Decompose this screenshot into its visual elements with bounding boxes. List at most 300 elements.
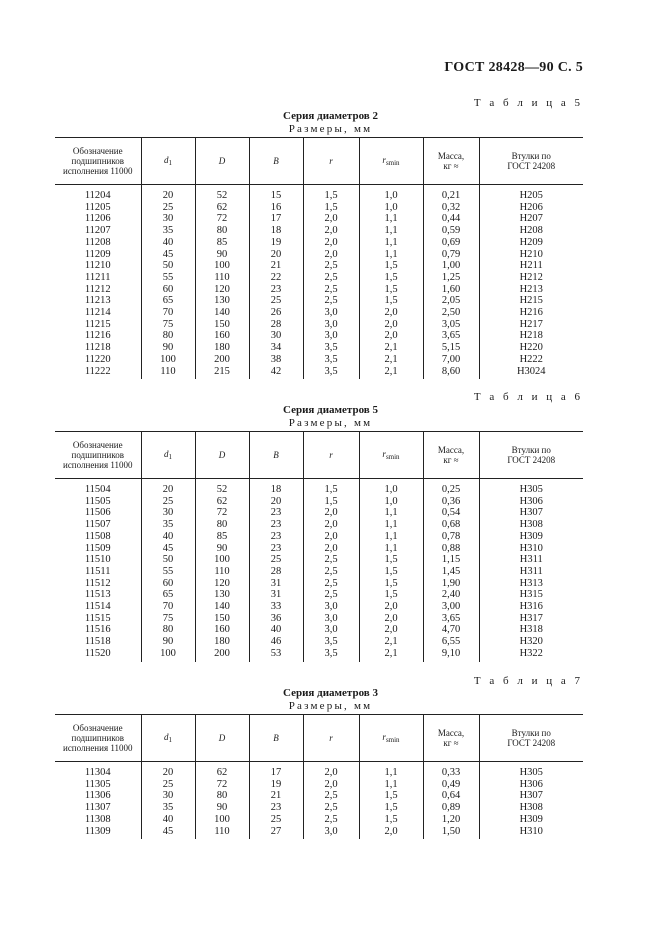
cell-designation: 11509 [84,542,111,554]
cell-r: 2,5 [303,566,359,578]
cell-D: 200 [195,354,249,366]
cell-mass: 0,36 [423,496,479,508]
cell-r: 2,0 [303,249,359,261]
table-row [55,319,583,331]
cell-r: 3,5 [303,354,359,366]
column-header-sleeves: Втулки по ГОСТ 24208 [479,138,583,185]
cell-r: 3,0 [303,613,359,625]
cell-rsmin: 1,1 [359,519,423,531]
cell-D: 90 [195,802,249,814]
cell-sleeves: Н207 [479,213,583,225]
cell-B: 17 [249,762,303,779]
cell-r: 3,5 [303,342,359,354]
cell-d1: 80 [141,330,195,342]
cell-d1: 20 [141,479,195,496]
cell-mass: 1,50 [423,826,479,840]
cell-r: 3,0 [303,601,359,613]
cell-D: 180 [195,342,249,354]
cell-D: 110 [195,566,249,578]
table-row [55,519,583,531]
table-5-series-title: Серия диаметров 2 [283,110,378,122]
column-header-d1: $d_1$ [141,138,195,185]
cell-B: 17 [249,213,303,225]
cell-rsmin: 1,1 [359,213,423,225]
cell-B: 23 [249,802,303,814]
cell-mass: 0,54 [423,507,479,519]
cell-d1: 90 [141,636,195,648]
cell-designation: 11511 [85,565,111,577]
column-header-r: r [303,715,359,762]
table-row [55,578,583,590]
cell-sleeves: Н309 [479,531,583,543]
cell-d1: 20 [141,762,195,779]
cell-D: 120 [195,284,249,296]
cell-D: 110 [195,826,249,840]
cell-designation: 11504 [84,484,111,495]
cell-mass: 3,05 [423,319,479,331]
cell-D: 120 [195,578,249,590]
cell-sleeves: Н305 [479,479,583,496]
cell-sleeves: Н310 [479,826,583,840]
table-row [55,624,583,636]
cell-D: 72 [195,779,249,791]
cell-D: 85 [195,237,249,249]
cell-d1: 100 [141,354,195,366]
cell-D: 80 [195,519,249,531]
cell-r: 1,5 [303,185,359,202]
cell-B: 25 [249,814,303,826]
table-row [55,613,583,625]
cell-mass: 0,44 [423,213,479,225]
cell-rsmin: 1,5 [359,566,423,578]
cell-B: 25 [249,554,303,566]
cell-d1: 35 [141,519,195,531]
cell-mass: 0,89 [423,802,479,814]
cell-r: 2,0 [303,507,359,519]
cell-D: 62 [195,762,249,779]
cell-rsmin: 1,1 [359,237,423,249]
cell-sleeves: Н210 [479,249,583,261]
table-row [55,543,583,555]
cell-rsmin: 1,1 [359,779,423,791]
cell-designation: 11212 [84,283,111,295]
table-row [55,284,583,296]
cell-r: 3,0 [303,330,359,342]
cell-designation: 11305 [84,778,111,790]
cell-rsmin: 1,5 [359,272,423,284]
cell-designation: 11510 [84,554,111,566]
cell-B: 28 [249,319,303,331]
cell-B: 36 [249,613,303,625]
table-row [55,249,583,261]
cell-d1: 60 [141,578,195,590]
cell-d1: 70 [141,601,195,613]
cell-r: 2,5 [303,554,359,566]
cell-D: 62 [195,496,249,508]
cell-rsmin: 1,0 [359,185,423,202]
cell-designation: 11512 [84,577,111,589]
cell-r: 3,0 [303,319,359,331]
cell-D: 100 [195,260,249,272]
cell-sleeves: Н315 [479,589,583,601]
cell-d1: 40 [141,531,195,543]
cell-designation: 11520 [84,647,111,659]
cell-mass: 1,60 [423,284,479,296]
cell-B: 16 [249,202,303,214]
cell-rsmin: 1,5 [359,295,423,307]
cell-B: 53 [249,648,303,662]
cell-designation: 11308 [84,813,111,825]
cell-mass: 2,50 [423,307,479,319]
table-row [55,636,583,648]
cell-B: 38 [249,354,303,366]
cell-sleeves: Н213 [479,284,583,296]
table-6-series-title: Серия диаметров 5 [283,404,378,416]
cell-D: 215 [195,366,249,380]
column-header-sleeves: Втулки по ГОСТ 24208 [479,715,583,762]
column-header-D: D [195,432,249,479]
cell-B: 40 [249,624,303,636]
cell-mass: 7,00 [423,354,479,366]
cell-B: 19 [249,237,303,249]
cell-sleeves: Н208 [479,225,583,237]
cell-D: 140 [195,307,249,319]
cell-B: 31 [249,578,303,590]
cell-designation: 11506 [84,507,111,519]
cell-B: 25 [249,295,303,307]
cell-mass: 0,33 [423,762,479,779]
table-row [55,213,583,225]
cell-D: 140 [195,601,249,613]
cell-rsmin: 1,5 [359,284,423,296]
cell-rsmin: 1,1 [359,507,423,519]
cell-designation: 11508 [84,530,111,542]
cell-D: 100 [195,814,249,826]
cell-rsmin: 2,0 [359,319,423,331]
column-header-sleeves: Втулки по ГОСТ 24208 [479,432,583,479]
table-row [55,601,583,613]
cell-sleeves: Н3024 [479,366,583,380]
cell-rsmin: 1,5 [359,790,423,802]
cell-designation: 11518 [84,636,111,648]
cell-designation: 11307 [84,802,111,814]
cell-rsmin: 1,5 [359,814,423,826]
cell-D: 90 [195,543,249,555]
cell-mass: 3,65 [423,330,479,342]
page-header: ГОСТ 28428—90 С. 5 [444,60,583,75]
cell-sleeves: Н317 [479,613,583,625]
cell-designation: 11507 [84,519,111,531]
cell-d1: 30 [141,213,195,225]
column-header-r: r [303,138,359,185]
cell-sleeves: Н205 [479,185,583,202]
cell-r: 2,0 [303,543,359,555]
cell-mass: 3,00 [423,601,479,613]
table-row [55,802,583,814]
cell-rsmin: 1,1 [359,762,423,779]
cell-D: 130 [195,295,249,307]
cell-d1: 45 [141,826,195,840]
cell-r: 2,0 [303,225,359,237]
table-row [55,496,583,508]
table-row [55,330,583,342]
cell-designation: 11213 [84,295,111,307]
cell-D: 85 [195,531,249,543]
cell-sleeves: Н209 [479,237,583,249]
cell-d1: 20 [141,185,195,202]
cell-d1: 55 [141,566,195,578]
cell-d1: 50 [141,260,195,272]
cell-r: 3,5 [303,648,359,662]
table-row [55,648,583,662]
cell-B: 18 [249,479,303,496]
cell-rsmin: 2,0 [359,826,423,840]
cell-designation: 11216 [84,330,111,342]
cell-rsmin: 1,5 [359,260,423,272]
cell-mass: 0,88 [423,543,479,555]
table-row [55,566,583,578]
cell-D: 72 [195,213,249,225]
cell-sleeves: Н308 [479,802,583,814]
cell-designation: 11204 [84,190,111,201]
cell-rsmin: 2,1 [359,342,423,354]
cell-sleeves: Н218 [479,330,583,342]
cell-rsmin: 2,1 [359,354,423,366]
table-7-dims-caption: Размеры, мм [288,700,373,712]
cell-sleeves: Н311 [479,566,583,578]
cell-r: 2,5 [303,284,359,296]
cell-designation: 11207 [84,225,111,237]
column-header-mass: Масса, кг ≈ [423,715,479,762]
cell-rsmin: 1,5 [359,578,423,590]
table-row [55,762,583,779]
cell-rsmin: 2,0 [359,601,423,613]
cell-sleeves: Н313 [479,578,583,590]
cell-D: 160 [195,330,249,342]
cell-sleeves: Н206 [479,202,583,214]
cell-mass: 0,25 [423,479,479,496]
cell-designation: 11306 [84,790,111,802]
cell-designation: 11220 [84,353,111,365]
cell-B: 23 [249,507,303,519]
cell-mass: 0,49 [423,779,479,791]
cell-B: 42 [249,366,303,380]
cell-rsmin: 1,0 [359,479,423,496]
column-header-rsmin: $r_{smin}$ [359,432,423,479]
cell-d1: 40 [141,237,195,249]
cell-B: 20 [249,496,303,508]
table-row [55,790,583,802]
cell-d1: 90 [141,342,195,354]
table-row [55,202,583,214]
cell-rsmin: 1,1 [359,543,423,555]
column-header-designation: Обозначение подшипников исполнения 11000 [55,432,141,479]
table-7-series-title: Серия диаметров 3 [283,687,378,699]
cell-rsmin: 1,1 [359,531,423,543]
cell-r: 2,5 [303,578,359,590]
table-row [55,307,583,319]
column-header-B: B [249,138,303,185]
cell-B: 19 [249,779,303,791]
cell-r: 2,5 [303,814,359,826]
cell-D: 62 [195,202,249,214]
cell-B: 21 [249,260,303,272]
cell-d1: 35 [141,802,195,814]
cell-sleeves: Н308 [479,519,583,531]
table-row [55,342,583,354]
cell-rsmin: 2,0 [359,624,423,636]
column-header-mass: Масса, кг ≈ [423,432,479,479]
cell-sleeves: Н306 [479,779,583,791]
cell-mass: 1,90 [423,578,479,590]
cell-sleeves: Н311 [479,554,583,566]
cell-mass: 0,68 [423,519,479,531]
cell-mass: 2,05 [423,295,479,307]
cell-D: 110 [195,272,249,284]
cell-sleeves: Н216 [479,307,583,319]
cell-d1: 45 [141,249,195,261]
cell-r: 3,0 [303,624,359,636]
cell-B: 33 [249,601,303,613]
cell-sleeves: Н305 [479,762,583,779]
table-7 [55,714,583,839]
cell-B: 28 [249,566,303,578]
cell-d1: 55 [141,272,195,284]
cell-mass: 1,00 [423,260,479,272]
cell-mass: 1,15 [423,554,479,566]
cell-sleeves: Н316 [479,601,583,613]
table-7-label: Т а б л и ц а 7 [473,675,583,687]
cell-mass: 0,69 [423,237,479,249]
table-row [55,366,583,380]
cell-d1: 30 [141,790,195,802]
cell-r: 2,0 [303,213,359,225]
column-header-designation: Обозначение подшипников исполнения 11000 [55,715,141,762]
column-header-mass: Масса, кг ≈ [423,138,479,185]
column-header-B: B [249,432,303,479]
cell-sleeves: Н320 [479,636,583,648]
table-5-dims-caption: Размеры, мм [288,123,373,135]
cell-r: 1,5 [303,479,359,496]
cell-D: 150 [195,613,249,625]
cell-D: 80 [195,790,249,802]
cell-rsmin: 1,5 [359,554,423,566]
cell-sleeves: Н309 [479,814,583,826]
column-header-D: D [195,138,249,185]
cell-r: 2,0 [303,531,359,543]
cell-designation: 11513 [84,589,111,601]
cell-r: 2,5 [303,589,359,601]
cell-mass: 1,20 [423,814,479,826]
cell-mass: 0,64 [423,790,479,802]
cell-r: 3,0 [303,307,359,319]
cell-r: 2,5 [303,295,359,307]
cell-D: 80 [195,225,249,237]
column-header-rsmin: $r_{smin}$ [359,138,423,185]
cell-sleeves: Н211 [479,260,583,272]
cell-d1: 25 [141,496,195,508]
column-header-rsmin: $r_{smin}$ [359,715,423,762]
cell-D: 52 [195,185,249,202]
cell-d1: 30 [141,507,195,519]
cell-r: 2,5 [303,790,359,802]
cell-B: 34 [249,342,303,354]
cell-d1: 70 [141,307,195,319]
cell-designation: 11214 [84,307,111,319]
cell-r: 2,5 [303,802,359,814]
cell-B: 15 [249,185,303,202]
column-header-D: D [195,715,249,762]
table-row [55,589,583,601]
cell-r: 2,5 [303,272,359,284]
cell-rsmin: 2,1 [359,366,423,380]
cell-D: 180 [195,636,249,648]
table-6 [55,431,583,662]
table-row [55,185,583,202]
cell-mass: 6,55 [423,636,479,648]
table-row [55,295,583,307]
cell-rsmin: 2,0 [359,613,423,625]
cell-r: 2,0 [303,237,359,249]
column-header-B: B [249,715,303,762]
cell-d1: 25 [141,779,195,791]
cell-sleeves: Н212 [479,272,583,284]
cell-mass: 4,70 [423,624,479,636]
cell-r: 2,0 [303,519,359,531]
cell-designation: 11205 [84,201,111,213]
table-5-label: Т а б л и ц а 5 [473,97,583,109]
cell-designation: 11210 [84,260,111,272]
table-6-label: Т а б л и ц а 6 [473,391,583,403]
cell-rsmin: 1,1 [359,225,423,237]
cell-rsmin: 2,0 [359,330,423,342]
cell-B: 22 [249,272,303,284]
cell-D: 160 [195,624,249,636]
cell-B: 30 [249,330,303,342]
cell-d1: 65 [141,589,195,601]
cell-B: 26 [249,307,303,319]
table-row [55,225,583,237]
cell-sleeves: Н220 [479,342,583,354]
cell-d1: 75 [141,613,195,625]
cell-designation: 11515 [84,612,111,624]
cell-sleeves: Н215 [479,295,583,307]
cell-r: 1,5 [303,496,359,508]
table-row [55,479,583,496]
cell-mass: 0,21 [423,185,479,202]
cell-d1: 45 [141,543,195,555]
table-row [55,237,583,249]
cell-B: 20 [249,249,303,261]
cell-B: 21 [249,790,303,802]
cell-designation: 11514 [84,601,111,613]
cell-mass: 1,45 [423,566,479,578]
cell-D: 90 [195,249,249,261]
cell-B: 23 [249,543,303,555]
cell-mass: 2,40 [423,589,479,601]
cell-designation: 11209 [84,248,111,260]
cell-rsmin: 1,5 [359,802,423,814]
cell-r: 2,5 [303,260,359,272]
table-row [55,826,583,840]
cell-d1: 110 [141,366,195,380]
cell-designation: 11222 [84,365,111,377]
cell-sleeves: Н217 [479,319,583,331]
cell-sleeves: Н322 [479,648,583,662]
table-row [55,814,583,826]
cell-B: 27 [249,826,303,840]
column-header-d1: $d_1$ [141,715,195,762]
